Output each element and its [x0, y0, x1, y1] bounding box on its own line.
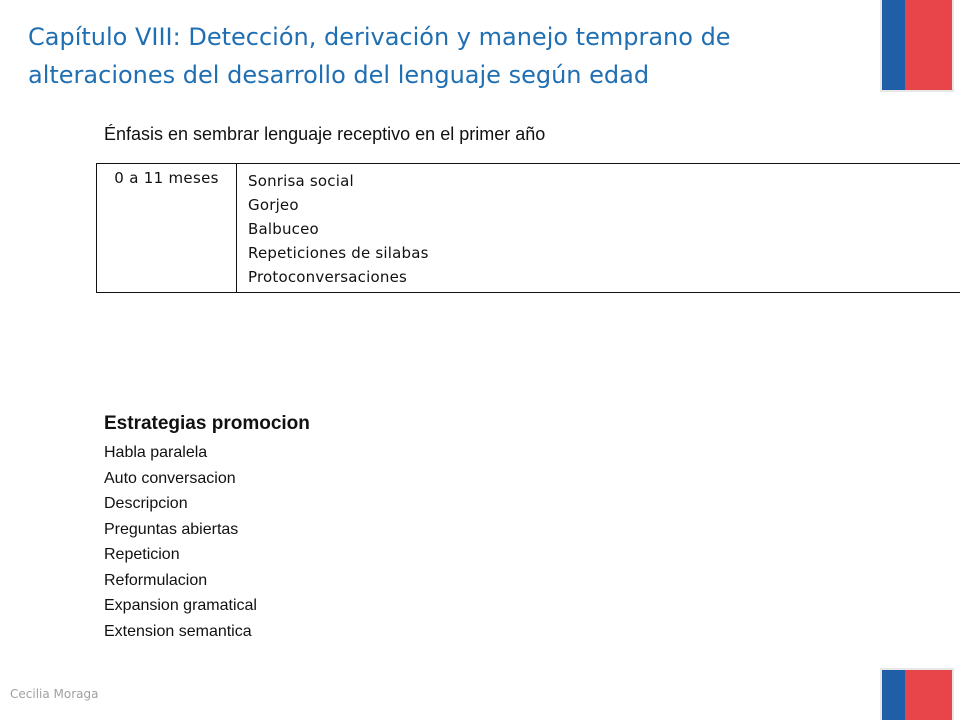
list-item: Auto conversacion: [104, 469, 236, 487]
milestone-item: Sonrisa social: [248, 172, 354, 190]
milestone-item: Gorjeo: [248, 196, 299, 214]
slide-title: [28, 18, 858, 94]
flag-red-stripe: [905, 670, 952, 720]
list-item: Reformulacion: [104, 571, 208, 589]
milestones-cell: [237, 164, 960, 293]
milestone-item: Repeticiones de silabas: [248, 244, 429, 262]
strategies-section: [104, 411, 310, 644]
list-item: Extension semantica: [104, 622, 252, 640]
strategies-list: [104, 440, 310, 644]
slide-title-line-2: alteraciones del desarrollo del lenguaje según edad: [28, 61, 650, 89]
slide-title-line-1: Capítulo VIII: Detección, derivación y manejo temprano de: [28, 23, 731, 51]
milestone-item: Protoconversaciones: [248, 268, 408, 286]
flag-blue-stripe: [882, 0, 905, 90]
development-stage-table: [96, 163, 960, 293]
strategies-heading: Estrategias promocion: [104, 413, 310, 434]
milestone-item: Balbuceo: [248, 220, 319, 238]
slide-subtitle: Énfasis en sembrar lenguaje receptivo en el primer año: [104, 124, 546, 144]
list-item: Preguntas abiertas: [104, 520, 239, 538]
list-item: Expansion gramatical: [104, 597, 257, 614]
list-item: Descripcion: [104, 495, 188, 512]
flag-blue-stripe: [882, 670, 905, 720]
footer-author: Cecilia Moraga: [10, 687, 99, 701]
age-range-cell: 0 a 11 meses: [97, 164, 237, 293]
list-item: Repeticion: [104, 546, 180, 563]
table-row: [97, 164, 960, 293]
chile-flag-logo-top: [882, 0, 952, 90]
list-item: Habla paralela: [104, 444, 208, 461]
flag-red-stripe: [905, 0, 952, 90]
chile-flag-logo-bottom: [882, 670, 952, 720]
